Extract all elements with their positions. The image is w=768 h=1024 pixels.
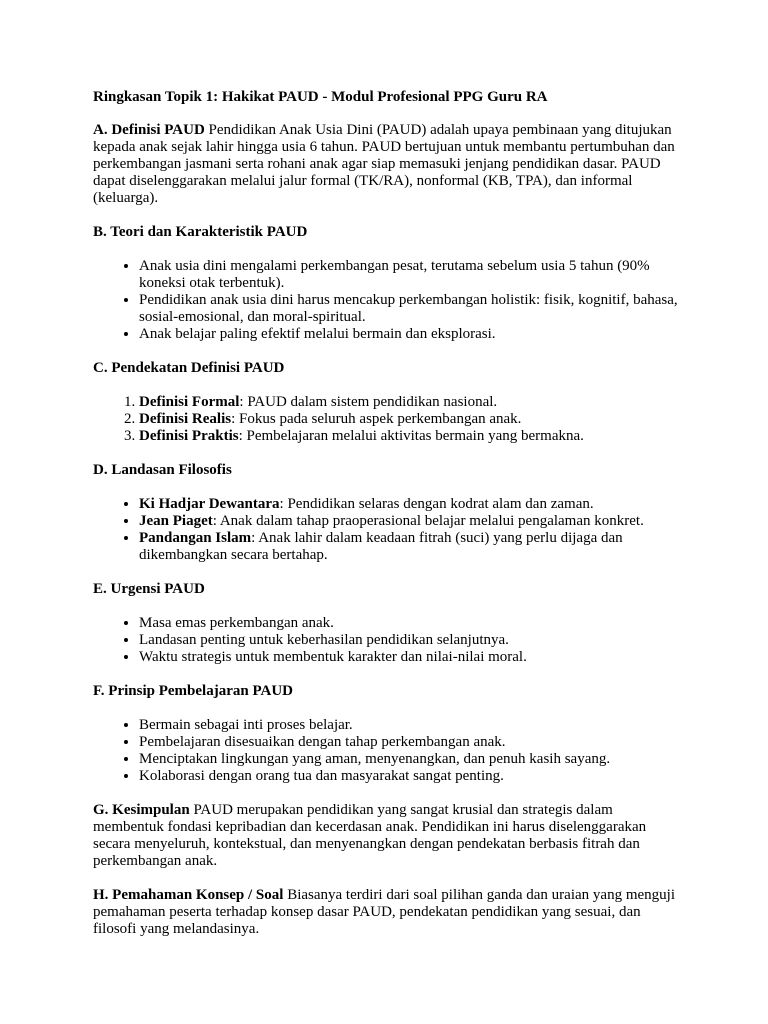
list-item (139, 513, 683, 530)
list-item-term: Ki Hadjar Dewantara (139, 496, 280, 512)
section-c-list (93, 394, 683, 445)
list-item: • Pembelajaran disesuaikan dengan tahap perkembangan anak. (139, 734, 683, 751)
section-f-heading: F. Prinsip Pembelajaran PAUD (93, 683, 293, 699)
list-item (139, 428, 683, 445)
list-item-text: : Pembelajaran melalui aktivitas bermain yang bermakna. (238, 428, 584, 444)
list-item: • Bermain sebagai inti proses belajar. (139, 717, 683, 734)
list-item-text: : Fokus pada seluruh aspek perkembangan anak. (231, 411, 522, 427)
list-item-text: : Anak lahir dalam keadaan fitrah (suci) yang perlu dijaga dan dikembangkan secara bertahap. (139, 530, 623, 563)
section-d-list (93, 496, 683, 564)
section-b-heading: B. Teori dan Karakteristik PAUD (93, 224, 308, 240)
section-e-heading: E. Urgensi PAUD (93, 581, 205, 597)
list-item-term: Definisi Praktis (139, 428, 239, 444)
list-item: • Anak belajar paling efektif melalui bermain dan eksplorasi. (139, 326, 683, 343)
list-item: • Menciptakan lingkungan yang aman, menyenangkan, dan penuh kasih sayang. (139, 751, 683, 768)
list-item: • Masa emas perkembangan anak. (139, 615, 683, 632)
list-item: • Waktu strategis untuk membentuk karakter dan nilai-nilai moral. (139, 649, 683, 666)
list-item (139, 394, 683, 411)
section-g-text: PAUD merupakan pendidikan yang sangat krusial dan strategis dalam membentuk fondasi kepribadian dan kecerdasan anak. Pendidikan ini harus diselenggarakan secara menyeluruh, kontekstual, dan menyenangkan dengan pendekatan berbasis fitrah dan perkembangan anak. (93, 802, 647, 869)
section-f-list (93, 717, 683, 785)
list-item: • Pendidikan anak usia dini harus mencakup perkembangan holistik: fisik, kognitif, bahasa, sosial-emosional, dan moral-spiritual. (139, 292, 683, 326)
section-h-text: Biasanya terdiri dari soal pilihan ganda dan uraian yang menguji pemahaman peserta terhadap konsep dasar PAUD, pendekatan pendidikan yang sesuai, dan filosofi yang melandasinya. (93, 887, 675, 937)
list-item (139, 411, 683, 428)
section-b-list (93, 258, 683, 343)
document-content (93, 89, 683, 955)
section-c-heading: C. Pendekatan Definisi PAUD (93, 360, 285, 376)
list-item (139, 496, 683, 513)
list-item-term: Pandangan Islam (139, 530, 252, 546)
list-item: • Landasan penting untuk keberhasilan pendidikan selanjutnya. (139, 632, 683, 649)
section-a-text: Pendidikan Anak Usia Dini (PAUD) adalah upaya pembinaan yang ditujukan kepada anak sejak lahir hingga usia 6 tahun. PAUD bertujuan untuk membantu pertumbuhan dan perkembangan jasmani serta rohani anak agar siap memasuki jenjang pendidikan dasar. PAUD dapat diselenggarakan melalui jalur formal (TK/RA), nonformal (KB, TPA), dan informal (keluarga). (93, 122, 675, 206)
section-a (93, 122, 683, 207)
list-item-term: Jean Piaget (139, 513, 213, 529)
list-item-text: : Pendidikan selaras dengan kodrat alam dan zaman. (279, 496, 594, 512)
list-item-term: Definisi Formal (139, 394, 240, 410)
section-g-heading: G. Kesimpulan (93, 802, 190, 818)
list-item-text: : PAUD dalam sistem pendidikan nasional. (239, 394, 498, 410)
list-item (139, 530, 683, 564)
section-e-list (93, 615, 683, 666)
section-d-heading: D. Landasan Filosofis (93, 462, 232, 478)
list-item-term: Definisi Realis (139, 411, 232, 427)
section-h-heading: H. Pemahaman Konsep / Soal (93, 887, 284, 903)
section-g (93, 802, 683, 870)
section-h (93, 887, 683, 938)
list-item-text: : Anak dalam tahap praoperasional belajar melalui pengalaman konkret. (212, 513, 644, 529)
list-item: • Kolaborasi dengan orang tua dan masyarakat sangat penting. (139, 768, 683, 785)
list-item: • Anak usia dini mengalami perkembangan pesat, terutama sebelum usia 5 tahun (90% koneksi otak terbentuk). (139, 258, 683, 292)
section-a-heading: A. Definisi PAUD (93, 122, 205, 138)
document-title: Ringkasan Topik 1: Hakikat PAUD - Modul Profesional PPG Guru RA (93, 89, 548, 105)
